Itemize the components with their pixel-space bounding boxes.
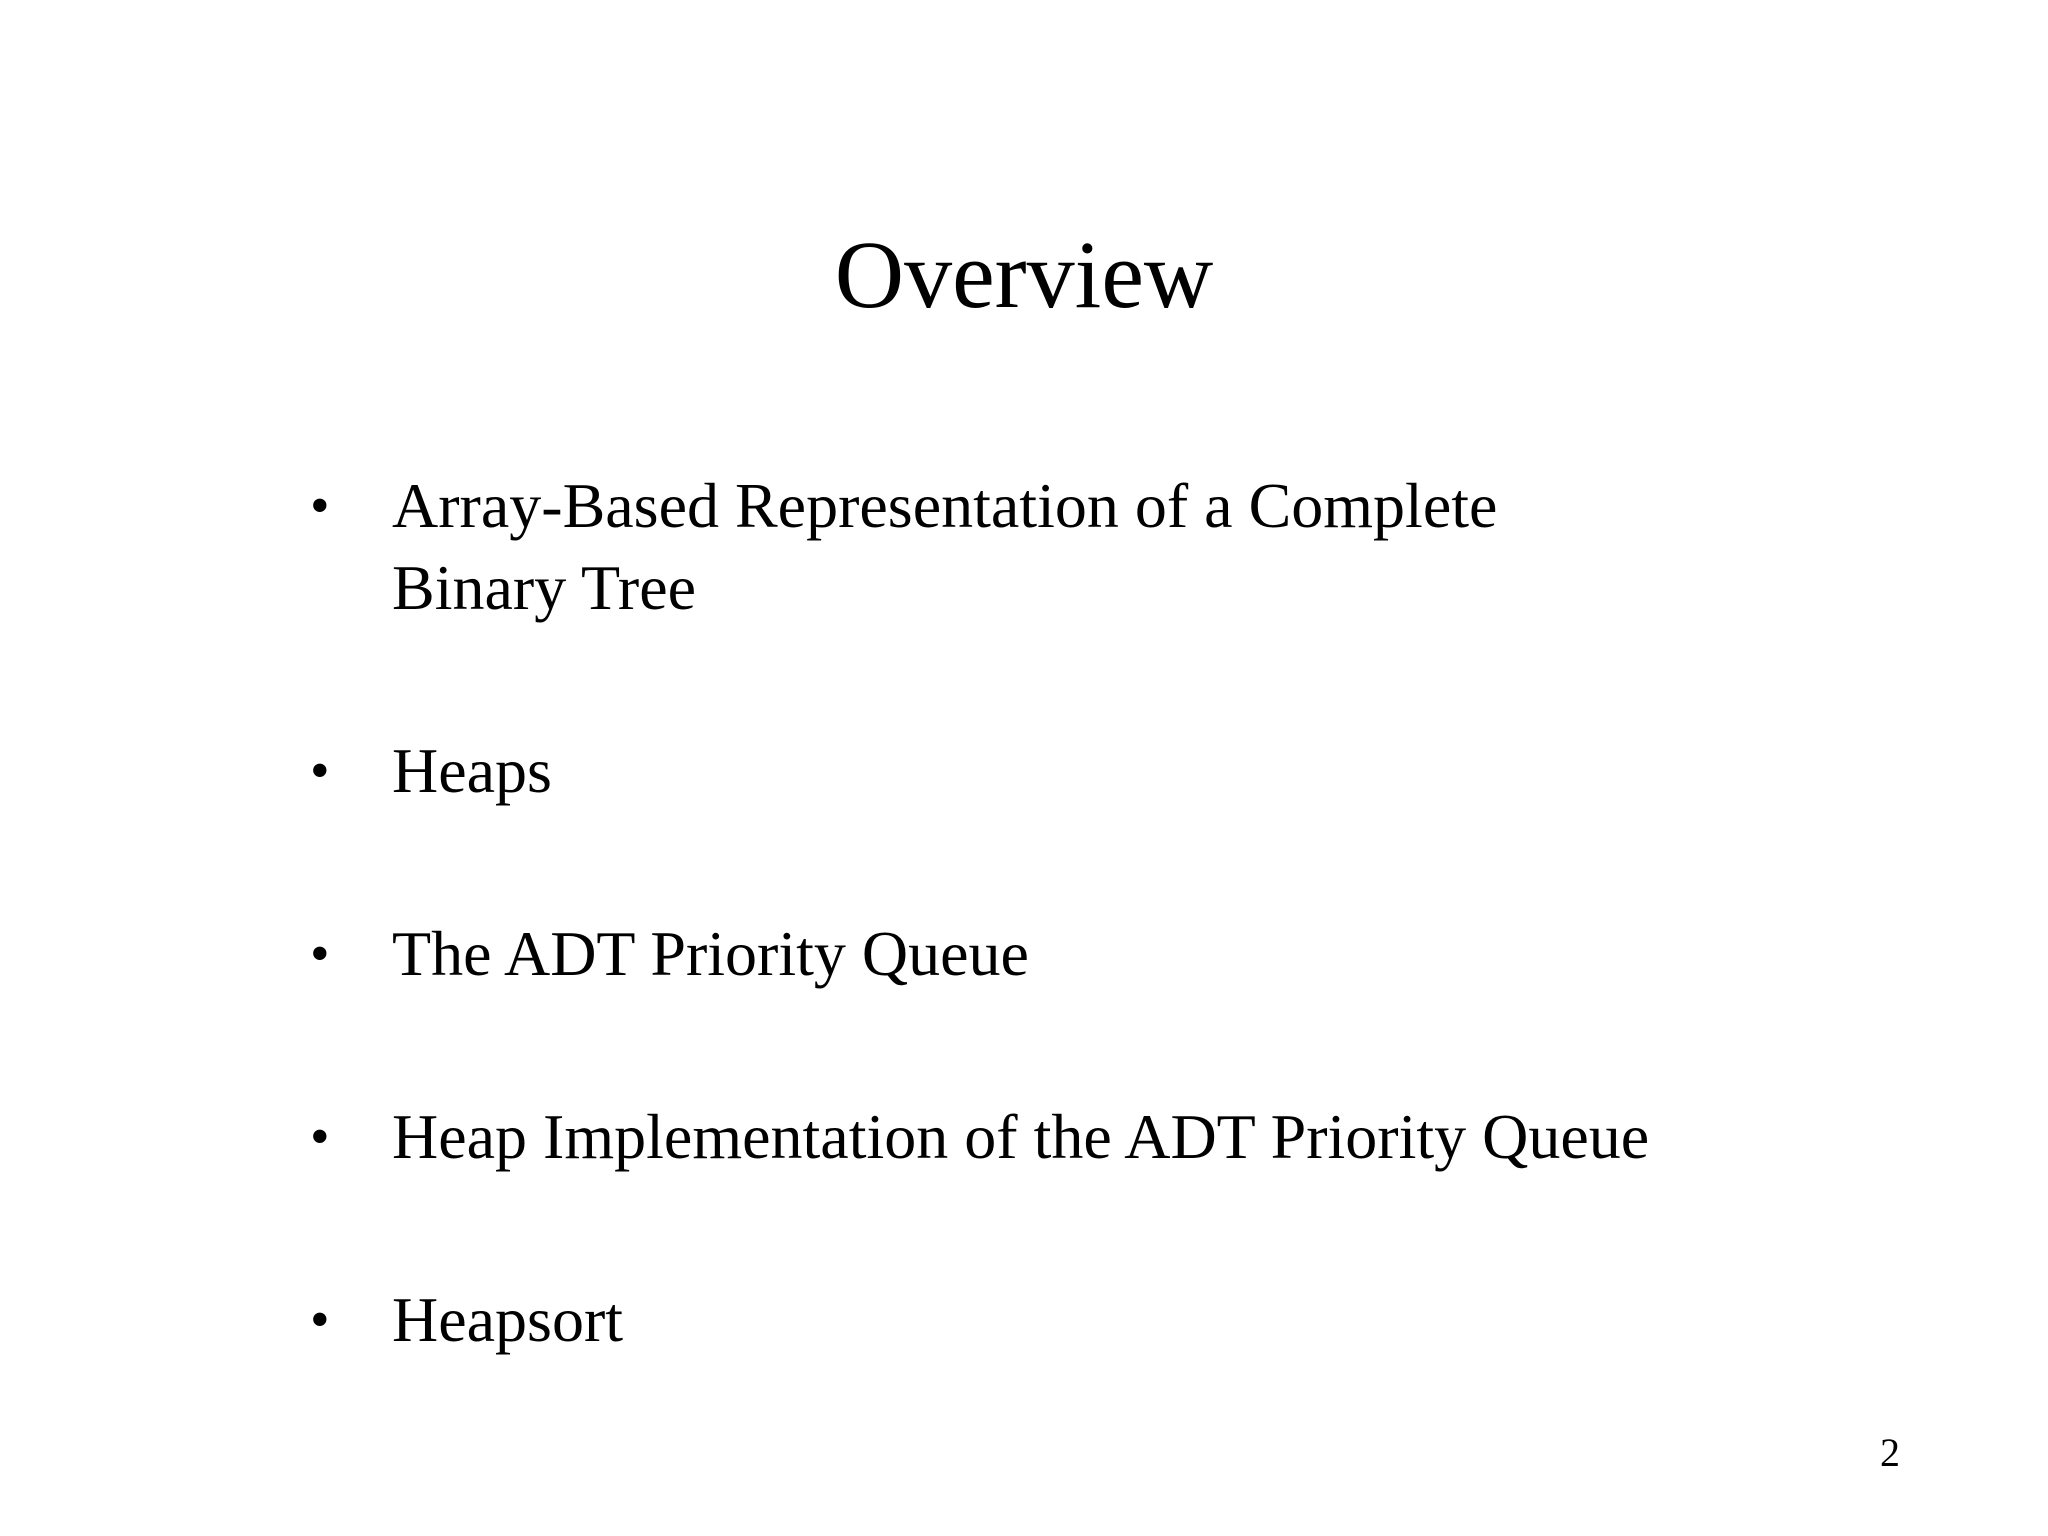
bullet-text: Heaps [392, 735, 552, 806]
bullet-text-line-2: Binary Tree [392, 552, 696, 623]
bullet-item [310, 1279, 1810, 1361]
bullet-text-line-1: Array-Based Representation of a Complete [392, 470, 1498, 541]
bullet-list [310, 465, 1810, 1361]
bullet-icon: • [310, 1289, 330, 1351]
bullet-item [310, 1096, 1810, 1178]
bullet-icon: • [310, 1106, 330, 1168]
bullet-item [310, 913, 1810, 995]
bullet-text: Heapsort [392, 1284, 624, 1355]
bullet-text: The ADT Priority Queue [392, 918, 1029, 989]
bullet-text: Heap Implementation of the ADT Priority Queue [392, 1101, 1650, 1172]
bullet-icon: • [310, 475, 330, 537]
bullet-item [310, 730, 1810, 812]
bullet-icon: • [310, 923, 330, 985]
bullet-icon: • [310, 740, 330, 802]
page-number: 2 [1880, 1430, 1900, 1475]
slide-title: Overview [834, 221, 1214, 328]
bullet-item [310, 465, 1810, 629]
